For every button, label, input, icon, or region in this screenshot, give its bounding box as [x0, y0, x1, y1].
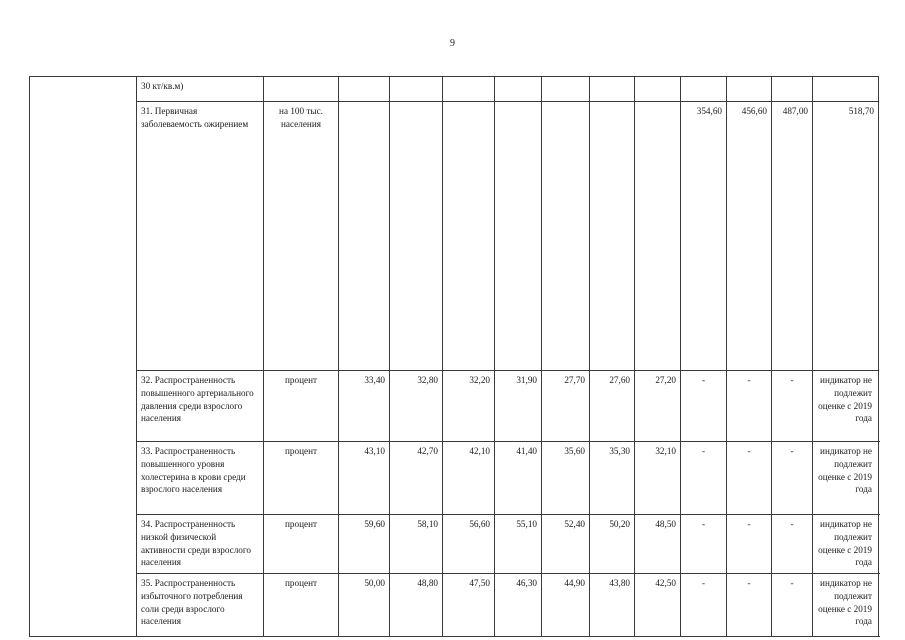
- value-cell: 354,60: [681, 102, 727, 371]
- note-cell: индикатор не подлежит оценке с 2019 года: [813, 515, 879, 574]
- table-cell: [495, 77, 542, 102]
- value-cell: 43,10: [339, 442, 390, 515]
- unit-cell: процент: [264, 515, 339, 574]
- value-cell: 42,50: [635, 574, 681, 637]
- value-cell: -: [681, 574, 727, 637]
- table-row: [30, 371, 879, 442]
- value-cell: 42,10: [443, 442, 495, 515]
- value-cell: [443, 102, 495, 371]
- value-cell: -: [727, 442, 772, 515]
- value-cell: [390, 102, 443, 371]
- indicator-name: 34. Распространенность низкой физической активности среди взрослого населения: [137, 515, 264, 574]
- unit-cell: на 100 тыс. населения: [264, 102, 339, 371]
- indicators-table: [29, 76, 879, 637]
- value-cell: 32,10: [635, 442, 681, 515]
- left-merged-cell: [30, 77, 137, 637]
- value-cell: [542, 102, 590, 371]
- value-cell: 55,10: [495, 515, 542, 574]
- value-cell: 32,20: [443, 371, 495, 442]
- table-cell: [727, 77, 772, 102]
- value-cell: [339, 102, 390, 371]
- table-row: [30, 77, 879, 102]
- value-cell: -: [772, 442, 813, 515]
- table-row: [30, 574, 879, 637]
- unit-cell: процент: [264, 371, 339, 442]
- value-cell: [495, 102, 542, 371]
- value-cell: 50,20: [590, 515, 635, 574]
- unit-cell: процент: [264, 442, 339, 515]
- table-cell: [813, 77, 879, 102]
- value-cell: 487,00: [772, 102, 813, 371]
- value-cell: -: [772, 515, 813, 574]
- value-cell: 41,40: [495, 442, 542, 515]
- value-cell: 43,80: [590, 574, 635, 637]
- table-cell: [339, 77, 390, 102]
- value-cell: 27,70: [542, 371, 590, 442]
- value-cell: 456,60: [727, 102, 772, 371]
- table-cell: [772, 77, 813, 102]
- value-cell: [635, 102, 681, 371]
- page-number: 9: [450, 38, 455, 49]
- value-cell: 48,80: [390, 574, 443, 637]
- note-cell: индикатор не подлежит оценке с 2019 года: [813, 371, 879, 442]
- value-cell: 59,60: [339, 515, 390, 574]
- value-cell: 52,40: [542, 515, 590, 574]
- indicator-name: 32. Распространенность повышенного артериального давления среди взрослого населения: [137, 371, 264, 442]
- value-cell: -: [727, 574, 772, 637]
- value-cell: 27,60: [590, 371, 635, 442]
- value-cell: 47,50: [443, 574, 495, 637]
- value-cell: 518,70: [813, 102, 879, 371]
- table-cell: [443, 77, 495, 102]
- value-cell: -: [772, 574, 813, 637]
- value-cell: 56,60: [443, 515, 495, 574]
- value-cell: 50,00: [339, 574, 390, 637]
- value-cell: -: [772, 371, 813, 442]
- table-row: [30, 515, 879, 574]
- value-cell: 31,90: [495, 371, 542, 442]
- table-cell: [590, 77, 635, 102]
- value-cell: 35,30: [590, 442, 635, 515]
- table-cell: [390, 77, 443, 102]
- value-cell: 32,80: [390, 371, 443, 442]
- indicator-name: 35. Распространенность избыточного потребления соли среди взрослого населения: [137, 574, 264, 637]
- value-cell: 42,70: [390, 442, 443, 515]
- value-cell: [590, 102, 635, 371]
- value-cell: -: [681, 442, 727, 515]
- value-cell: 58,10: [390, 515, 443, 574]
- indicator-name: 33. Распространенность повышенного уровня холестерина в крови среди взрослого населения: [137, 442, 264, 515]
- value-cell: -: [727, 515, 772, 574]
- table-cell: [264, 77, 339, 102]
- note-cell: индикатор не подлежит оценке с 2019 года: [813, 574, 879, 637]
- value-cell: 48,50: [635, 515, 681, 574]
- table-cell: [542, 77, 590, 102]
- value-cell: 44,90: [542, 574, 590, 637]
- unit-cell: процент: [264, 574, 339, 637]
- value-cell: 27,20: [635, 371, 681, 442]
- value-cell: 35,60: [542, 442, 590, 515]
- value-cell: -: [727, 371, 772, 442]
- value-cell: -: [681, 371, 727, 442]
- indicator-name: 31. Первичная заболеваемость ожирением: [137, 102, 264, 371]
- value-cell: -: [681, 515, 727, 574]
- note-cell: индикатор не подлежит оценке с 2019 года: [813, 442, 879, 515]
- table-cell: [635, 77, 681, 102]
- table-cell: [681, 77, 727, 102]
- row-name-cell: 30 кт/кв.м): [137, 77, 264, 102]
- value-cell: 46,30: [495, 574, 542, 637]
- value-cell: 33,40: [339, 371, 390, 442]
- table-row: [30, 442, 879, 515]
- table-row: [30, 102, 879, 371]
